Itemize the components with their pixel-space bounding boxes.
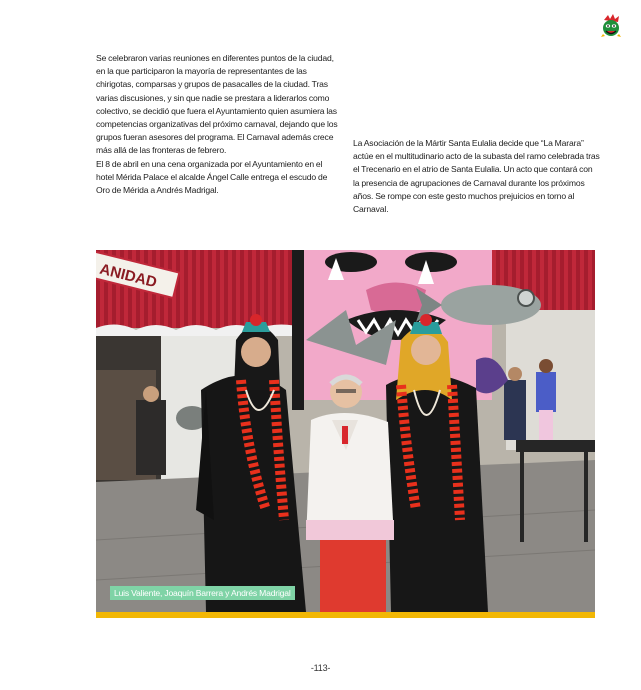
left-text-column [96,52,341,197]
page-number: -113- [310,663,331,673]
left-paragraph-1: Se celebraron varias reuniones en diferentes puntos de la ciudad, en la que participaron la mayoría de representantes de las chirigotas, comparsas y grupos de pasacalles de la ciudad. Tras varias discusiones, y sin que nadie se prestara a liderarlos como colectivo, se decidió que fuera el Ayuntamiento quien asumiera las competencias organizativas del próximo carnaval, dejando que los grupos fueran asesores del programa. El Carnaval además crece más allá de las fronteras de febrero. [96,53,338,156]
tent-sign-text: ANIDAD [97,260,159,292]
left-paragraph-2: El 8 de abril en una cena organizada por el Ayuntamiento en el hotel Mérida Palace el alcalde Ángel Calle entrega el escudo de Oro de Mérida a Andrés Madrigal. [96,158,328,196]
right-text-column [353,137,600,216]
photo-accent-bar [96,612,595,618]
carnival-mask-logo-icon [600,14,622,38]
carnival-photo [96,250,595,612]
right-paragraph-1: La Asociación de la Mártir Santa Eulalia decide que “La Marara” actúe en el multitudinario acto de la subasta del ramo celebrada tras el Trecenario en el atrio de Santa Eulalia. Un acto que contará con la presencia de agrupaciones de Carnaval durante los próximos años. Se rompe con este gesto muchos prejuicios en torno al Carnaval. [353,138,600,215]
photo-caption: Luis Valiente, Joaquín Barrera y Andrés Madrigal [110,586,295,600]
carnival-photo-illustration [96,250,595,612]
